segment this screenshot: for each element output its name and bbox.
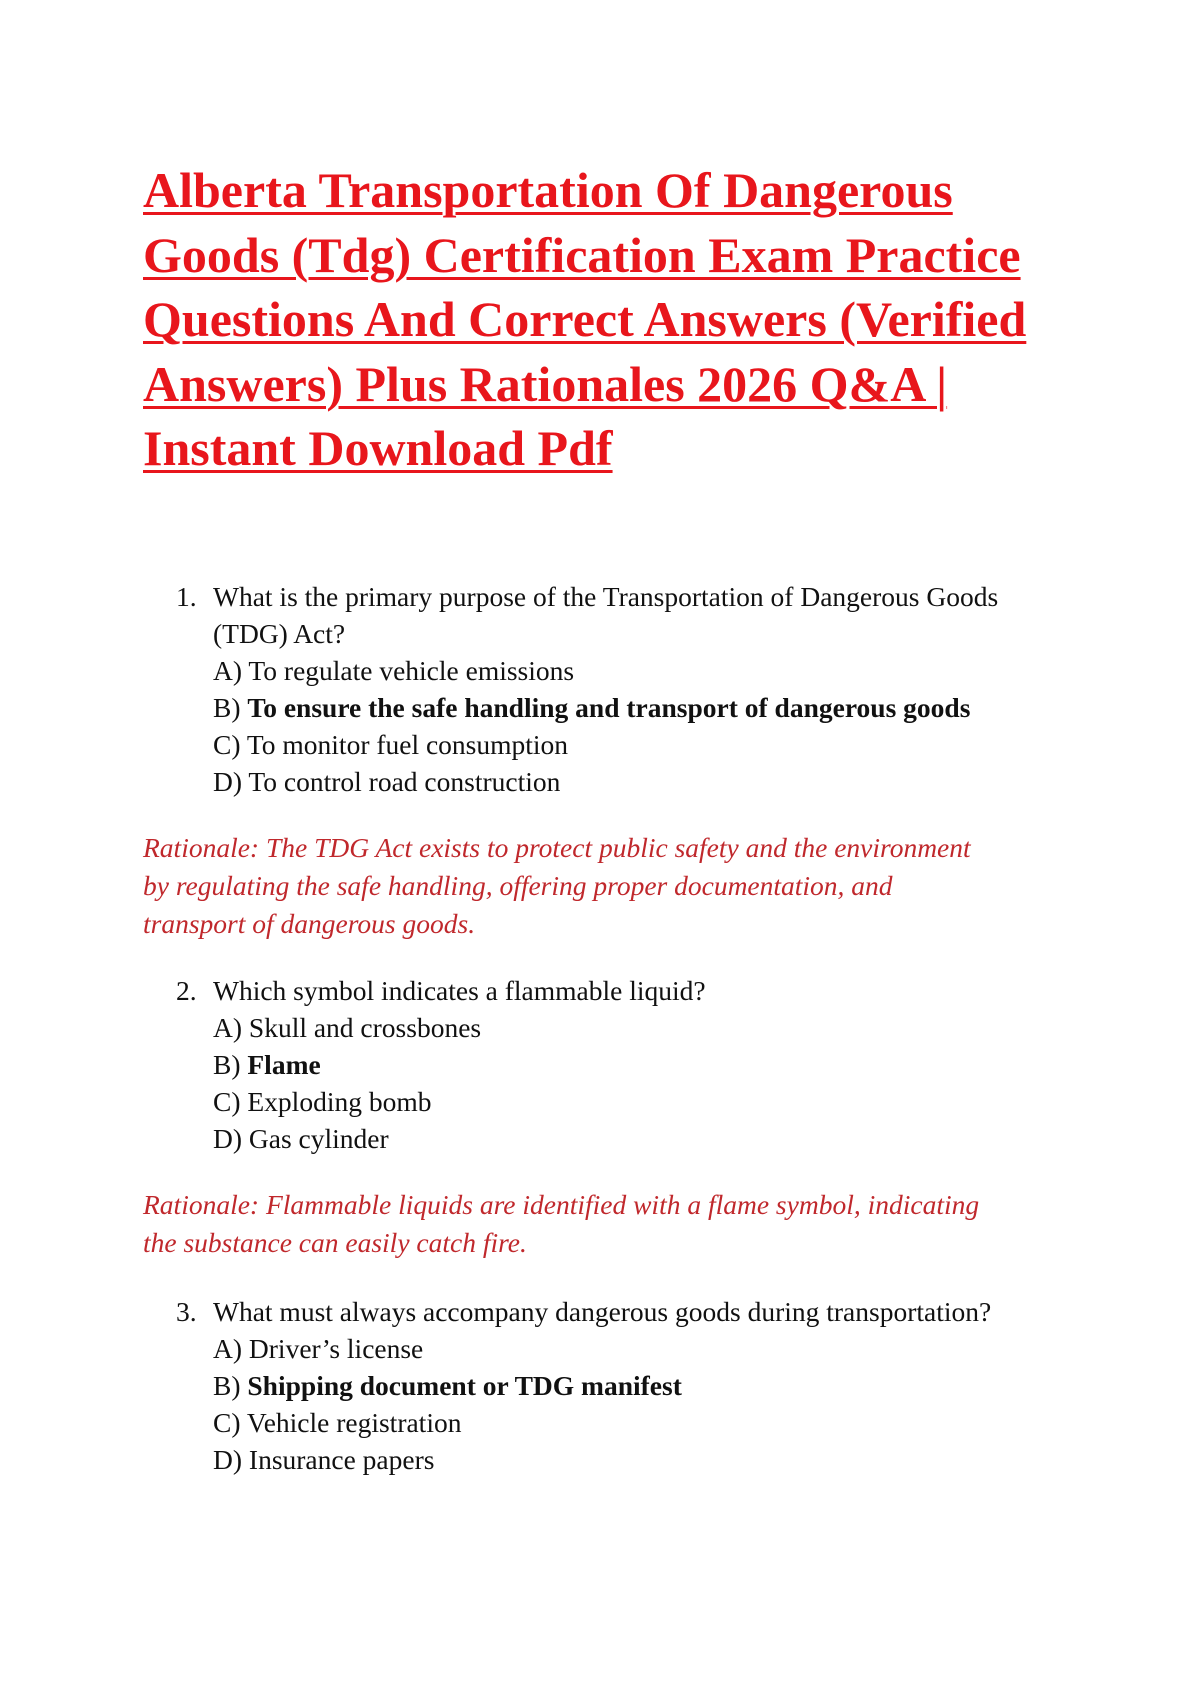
rationale-line: Rationale: The TDG Act exists to protect public safety and the environment: [143, 832, 971, 863]
option-prefix: A): [213, 655, 249, 686]
answer-option-c: [213, 1404, 1076, 1441]
document-title: [143, 158, 1073, 481]
title-line: Alberta Transportation Of Dangerous: [143, 162, 953, 218]
option-prefix: B): [213, 1049, 248, 1080]
option-prefix: C): [213, 1086, 248, 1117]
option-text: Vehicle registration: [246, 1407, 462, 1438]
title-line: Answers) Plus Rationales 2026 Q&A |: [143, 355, 948, 412]
option-text: To control road construction: [248, 766, 561, 797]
option-prefix: D): [213, 1444, 249, 1475]
title-line: Instant Download Pdf: [143, 420, 613, 476]
answer-option-d: [213, 1441, 1076, 1478]
question-text: (TDG) Act?: [213, 618, 346, 649]
question-body: [213, 972, 1076, 1157]
question-body: [213, 578, 1076, 800]
question-body: [213, 1293, 1076, 1478]
option-text: Driver’s license: [248, 1333, 424, 1364]
option-text-correct: Shipping document or TDG manifest: [247, 1370, 682, 1401]
title-line: Questions And Correct Answers (Verified: [143, 291, 1027, 347]
question-3: [176, 1293, 1076, 1478]
rationale-line: the substance can easily catch fire.: [143, 1227, 527, 1258]
question-number: 1.: [176, 581, 197, 612]
answer-option-b-correct: [213, 1367, 1076, 1404]
question-2: [176, 972, 1076, 1157]
rationale-line: by regulating the safe handling, offering proper documentation, and: [143, 870, 893, 901]
answer-option-a: [213, 1009, 1076, 1046]
answer-option-d: [213, 763, 1076, 800]
option-text-correct: Flame: [247, 1049, 321, 1080]
answer-option-b-correct: [213, 1046, 1076, 1083]
answer-option-d: [213, 1120, 1076, 1157]
question-number: 2.: [176, 975, 197, 1006]
option-text: To regulate vehicle emissions: [248, 655, 575, 686]
option-text: Insurance papers: [248, 1444, 435, 1475]
option-text-correct: To ensure the safe handling and transport of dangerous goods: [247, 692, 971, 723]
question-text: Which symbol indicates a flammable liquid?: [213, 975, 706, 1006]
rationale-line: transport of dangerous goods.: [143, 908, 476, 939]
option-prefix: B): [213, 1370, 248, 1401]
option-text: Skull and crossbones: [248, 1012, 482, 1043]
title-line: Goods (Tdg) Certification Exam Practice: [143, 226, 1021, 283]
answer-option-c: [213, 726, 1076, 763]
option-prefix: A): [213, 1333, 249, 1364]
option-prefix: C): [213, 1407, 247, 1438]
rationale-2: [143, 1186, 1073, 1262]
answer-option-b-correct: [213, 689, 1076, 726]
option-prefix: B): [213, 692, 248, 723]
question-text: What must always accompany dangerous goods during transportation?: [213, 1296, 992, 1327]
answer-option-c: [213, 1083, 1076, 1120]
answer-option-a: [213, 1330, 1076, 1367]
question-1: [176, 578, 1076, 800]
option-prefix: A): [213, 1012, 249, 1043]
option-text: Exploding bomb: [247, 1086, 432, 1117]
option-text: Gas cylinder: [248, 1123, 389, 1154]
question-number: 3.: [176, 1296, 197, 1327]
option-prefix: C): [213, 729, 247, 760]
rationale-1: [143, 829, 1073, 943]
option-prefix: D): [213, 766, 249, 797]
option-prefix: D): [213, 1123, 249, 1154]
rationale-line: Rationale: Flammable liquids are identified with a flame symbol, indicating: [143, 1189, 980, 1220]
option-text: To monitor fuel consumption: [246, 729, 569, 760]
answer-option-a: [213, 652, 1076, 689]
question-text: What is the primary purpose of the Transportation of Dangerous Goods: [213, 581, 999, 612]
